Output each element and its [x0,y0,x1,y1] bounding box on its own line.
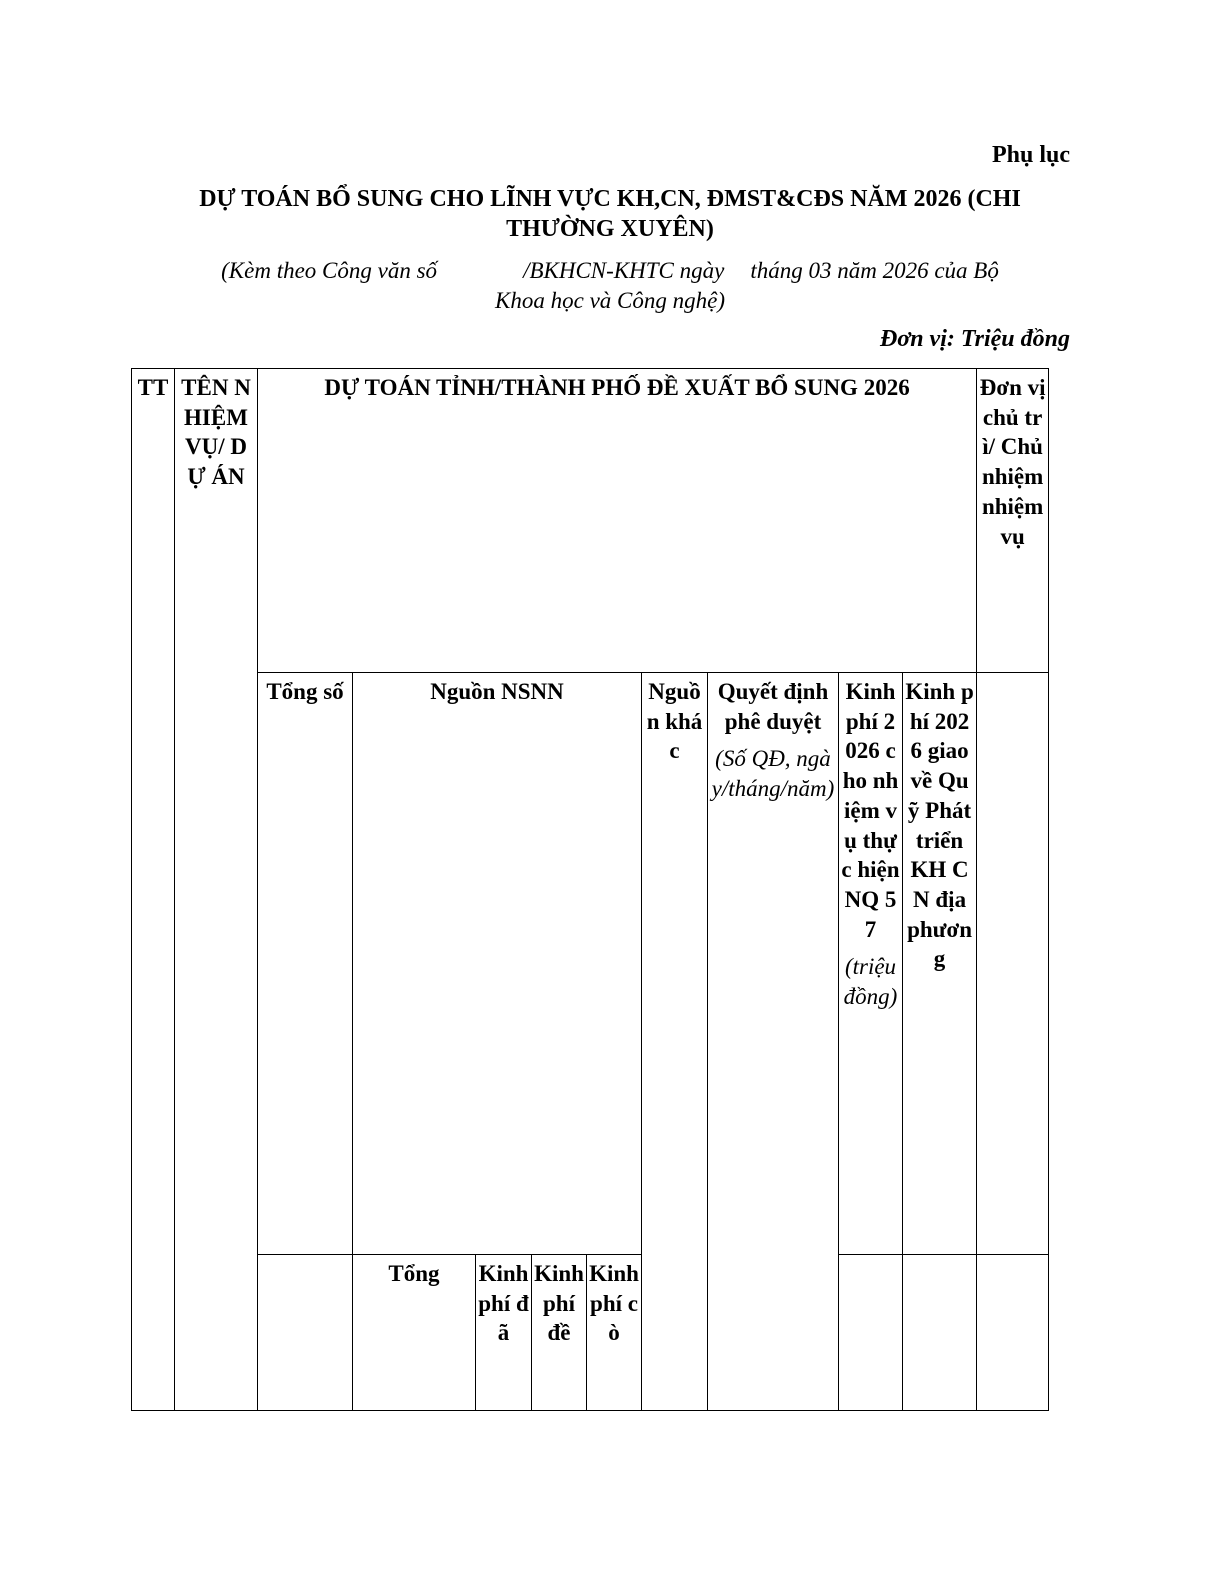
title-line-1: DỰ TOÁN BỔ SUNG CHO LĨNH VỰC KH,CN, ĐMST&CĐS NĂM 2026 (CHI [199,186,1021,212]
empty-cell [258,1255,353,1411]
unit-label: Đơn vị: Triệu đồng [880,326,1070,352]
header-province-budget-group: DỰ TOÁN TỈNH/THÀNH PHỐ ĐỀ XUẤT BỔ SUNG 2026 [258,369,977,673]
header-other-source: Nguồn khác [642,673,708,1411]
empty-cell [977,673,1049,1255]
budget-nq57-label: Kinh phí 2026 cho nhiệm vụ thực hiện NQ 57 [841,679,900,942]
approval-decision-label: Quyết định phê duyệt [717,679,829,734]
subtitle-part-1: (Kèm theo Công văn số [221,258,438,283]
budget-table [131,368,1049,1411]
header-budget-proposed: Kinh phí đề [532,1255,587,1411]
empty-cell [839,1255,903,1411]
subtitle-part-2: /BKHCN-KHTC ngày [523,258,725,283]
budget-nq57-note: (triệu đồng) [843,954,898,1010]
title-line-2: THƯỜNG XUYÊN) [506,216,714,242]
document-subtitle [150,256,1070,316]
empty-cell [977,1255,1049,1411]
document-title [150,184,1070,244]
header-budget-allocated: Kinh phí đã [476,1255,532,1411]
empty-cell [903,1255,977,1411]
subtitle-line-1 [150,256,1070,286]
header-tt: TT [132,369,175,1411]
subtitle-line-2: Khoa học và Công nghệ) [495,288,725,313]
header-budget-local-fund: Kinh phí 2026 giao về Quỹ Phát triển KH CN địa phương [903,673,977,1255]
subtitle-part-3: tháng 03 năm 2026 của Bộ [750,258,999,283]
header-approval-decision [708,673,839,1411]
appendix-label: Phụ lục [991,142,1070,168]
header-host-unit: Đơn vị chủ trì/ Chủ nhiệm nhiệm vụ [977,369,1049,673]
header-total-count: Tổng số [258,673,353,1255]
approval-decision-note: (Số QĐ, ngày/tháng/năm) [711,746,835,802]
header-state-budget-source: Nguồn NSNN [353,673,642,1255]
header-budget-remaining: Kinh phí cò [587,1255,642,1411]
header-subtotal: Tổng [353,1255,476,1411]
header-budget-nq57 [839,673,903,1255]
header-task-name: TÊN NHIỆM VỤ/ DỰ ÁN [175,369,258,1411]
